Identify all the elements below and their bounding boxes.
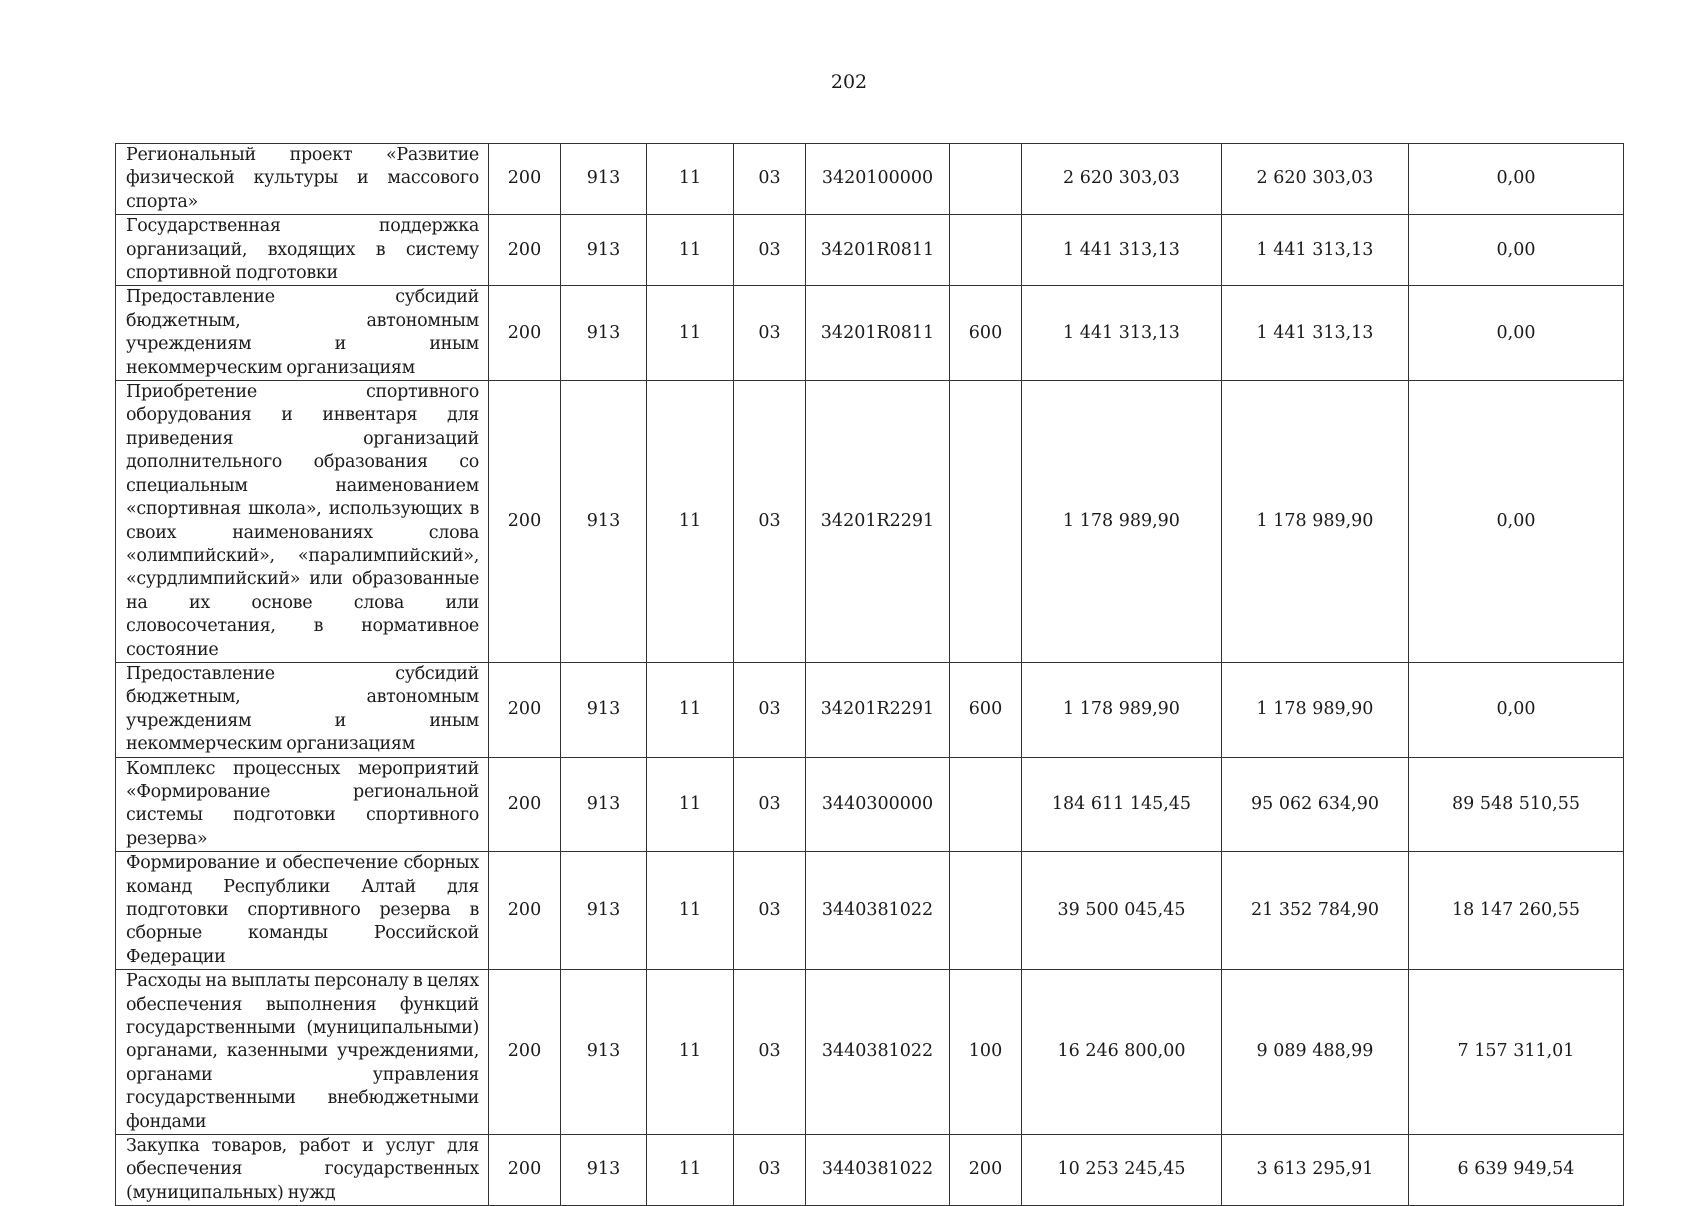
row-col3: 11 — [647, 215, 734, 286]
row-code: 3440381022 — [806, 852, 950, 970]
table-row — [116, 757, 1624, 852]
row-type — [950, 757, 1022, 852]
row-type: 600 — [950, 286, 1022, 381]
row-col4: 03 — [734, 215, 806, 286]
table-row — [116, 144, 1624, 215]
row-col3: 11 — [647, 144, 734, 215]
table-row — [116, 852, 1624, 970]
row-type — [950, 381, 1022, 663]
row-sum3: 0,00 — [1409, 144, 1624, 215]
row-name: Расходы на выплаты персоналу в целях обеспечения выполнения функций государственными (муниципальными) органами, казенными учреждениями, органами управления государственными внебюджетными фондами — [116, 970, 489, 1135]
row-col4: 03 — [734, 1135, 806, 1206]
row-sum3: 0,00 — [1409, 381, 1624, 663]
row-col4: 03 — [734, 381, 806, 663]
table-row — [116, 381, 1624, 663]
row-col2: 913 — [561, 381, 647, 663]
page-number: 202 — [830, 71, 868, 93]
row-sum1: 39 500 045,45 — [1022, 852, 1222, 970]
row-col4: 03 — [734, 662, 806, 757]
row-sum3: 6 639 949,54 — [1409, 1135, 1624, 1206]
row-code: 3440381022 — [806, 1135, 950, 1206]
row-code: 34201R2291 — [806, 662, 950, 757]
row-sum1: 1 178 989,90 — [1022, 662, 1222, 757]
row-type: 600 — [950, 662, 1022, 757]
row-col2: 913 — [561, 215, 647, 286]
row-col4: 03 — [734, 144, 806, 215]
row-col3: 11 — [647, 286, 734, 381]
row-sum2: 9 089 488,99 — [1222, 970, 1409, 1135]
row-col3: 11 — [647, 662, 734, 757]
table-row — [116, 286, 1624, 381]
row-sum2: 3 613 295,91 — [1222, 1135, 1409, 1206]
row-sum1: 16 246 800,00 — [1022, 970, 1222, 1135]
row-sum3: 0,00 — [1409, 662, 1624, 757]
row-name: Региональный проект «Развитие физической культуры и массового спорта» — [116, 144, 489, 215]
table-row — [116, 215, 1624, 286]
row-col1: 200 — [489, 381, 561, 663]
row-col3: 11 — [647, 757, 734, 852]
row-type: 200 — [950, 1135, 1022, 1206]
row-name: Формирование и обеспечение сборных команд Республики Алтай для подготовки спортивного резерва в сборные команды Российской Федерации — [116, 852, 489, 970]
row-type — [950, 852, 1022, 970]
row-sum3: 18 147 260,55 — [1409, 852, 1624, 970]
row-code: 3420100000 — [806, 144, 950, 215]
row-col4: 03 — [734, 286, 806, 381]
table-row — [116, 662, 1624, 757]
row-col4: 03 — [734, 970, 806, 1135]
row-col2: 913 — [561, 1135, 647, 1206]
row-sum2: 1 441 313,13 — [1222, 215, 1409, 286]
row-sum2: 1 178 989,90 — [1222, 662, 1409, 757]
row-sum2: 2 620 303,03 — [1222, 144, 1409, 215]
row-name: Приобретение спортивного оборудования и инвентаря для приведения организаций дополнительного образования со специальным наименованием «спортивная школа», использующих в своих наименованиях слова «олимпийский», «паралимпийский», «сурдлимпийский» или образованные на их основе слова или словосочетания, в нормативное состояние — [116, 381, 489, 663]
row-sum1: 10 253 245,45 — [1022, 1135, 1222, 1206]
row-sum1: 1 441 313,13 — [1022, 286, 1222, 381]
row-sum3: 7 157 311,01 — [1409, 970, 1624, 1135]
budget-table — [115, 143, 1624, 1206]
row-col1: 200 — [489, 144, 561, 215]
row-sum2: 1 178 989,90 — [1222, 381, 1409, 663]
row-code: 34201R2291 — [806, 381, 950, 663]
row-col2: 913 — [561, 286, 647, 381]
row-col4: 03 — [734, 757, 806, 852]
row-sum3: 89 548 510,55 — [1409, 757, 1624, 852]
row-sum1: 2 620 303,03 — [1022, 144, 1222, 215]
row-code: 3440300000 — [806, 757, 950, 852]
row-type — [950, 215, 1022, 286]
row-col2: 913 — [561, 970, 647, 1135]
row-col1: 200 — [489, 215, 561, 286]
row-name: Предоставление субсидий бюджетным, автономным учреждениям и иным некоммерческим организациям — [116, 286, 489, 381]
row-col4: 03 — [734, 852, 806, 970]
row-col2: 913 — [561, 757, 647, 852]
row-type — [950, 144, 1022, 215]
row-col3: 11 — [647, 1135, 734, 1206]
row-code: 34201R0811 — [806, 215, 950, 286]
row-code: 3440381022 — [806, 970, 950, 1135]
row-col1: 200 — [489, 1135, 561, 1206]
row-sum3: 0,00 — [1409, 286, 1624, 381]
row-col1: 200 — [489, 662, 561, 757]
row-sum1: 184 611 145,45 — [1022, 757, 1222, 852]
table-body — [116, 144, 1624, 1206]
row-sum2: 1 441 313,13 — [1222, 286, 1409, 381]
row-name: Закупка товаров, работ и услуг для обеспечения государственных (муниципальных) нужд — [116, 1135, 489, 1206]
row-col2: 913 — [561, 144, 647, 215]
row-col3: 11 — [647, 381, 734, 663]
row-col1: 200 — [489, 970, 561, 1135]
row-name: Комплекс процессных мероприятий «Формирование региональной системы подготовки спортивного резерва» — [116, 757, 489, 852]
row-col2: 913 — [561, 852, 647, 970]
row-name: Государственная поддержка организаций, входящих в систему спортивной подготовки — [116, 215, 489, 286]
row-col3: 11 — [647, 970, 734, 1135]
row-col3: 11 — [647, 852, 734, 970]
row-type: 100 — [950, 970, 1022, 1135]
row-code: 34201R0811 — [806, 286, 950, 381]
row-sum1: 1 178 989,90 — [1022, 381, 1222, 663]
row-sum1: 1 441 313,13 — [1022, 215, 1222, 286]
table-row — [116, 1135, 1624, 1206]
row-sum2: 21 352 784,90 — [1222, 852, 1409, 970]
row-name: Предоставление субсидий бюджетным, автономным учреждениям и иным некоммерческим организациям — [116, 662, 489, 757]
row-sum2: 95 062 634,90 — [1222, 757, 1409, 852]
row-col2: 913 — [561, 662, 647, 757]
row-col1: 200 — [489, 852, 561, 970]
row-col1: 200 — [489, 286, 561, 381]
row-sum3: 0,00 — [1409, 215, 1624, 286]
table-row — [116, 970, 1624, 1135]
row-col1: 200 — [489, 757, 561, 852]
